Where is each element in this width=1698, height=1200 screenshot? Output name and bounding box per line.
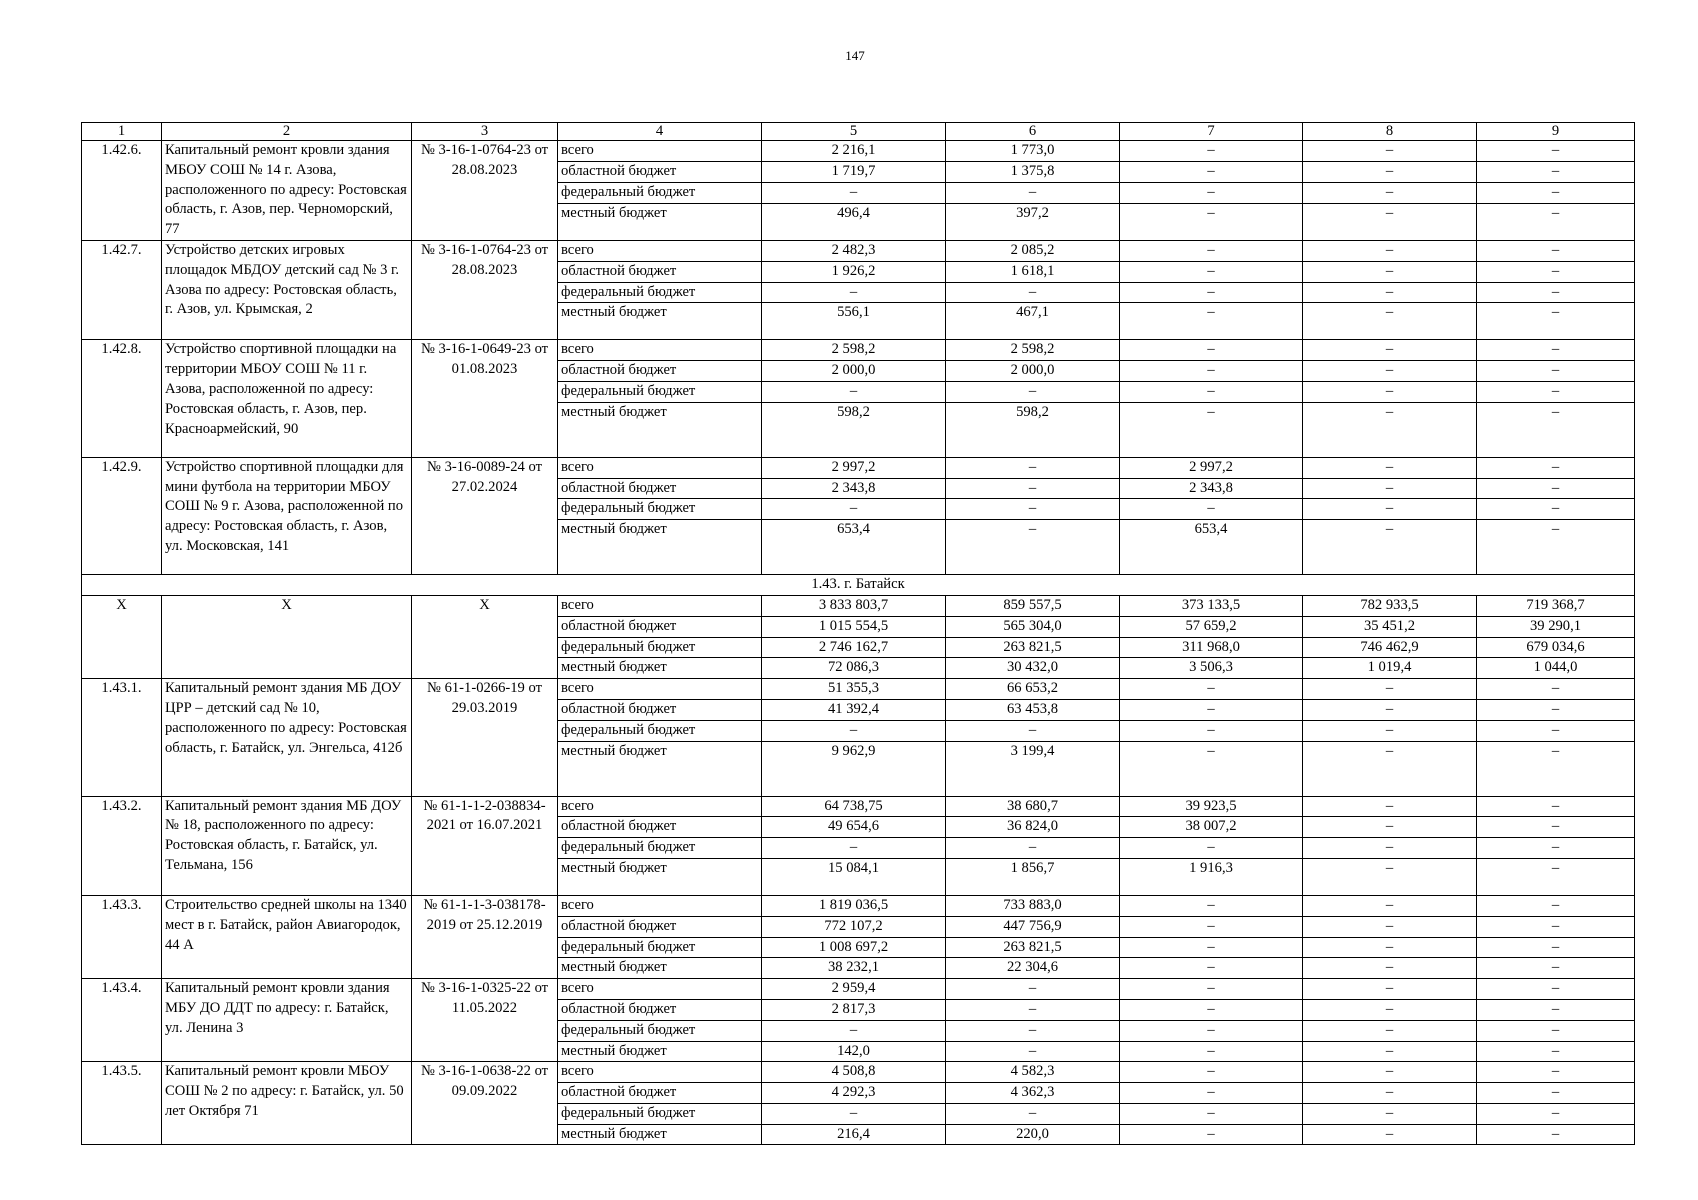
funding-source: всего [558,340,762,361]
amount-cell: – [1477,499,1635,520]
amount-cell: – [1303,361,1477,382]
amount-cell: – [1120,999,1303,1020]
amount-cell: 2 997,2 [762,457,946,478]
item-number: 1.42.7. [82,240,162,339]
amount-cell: – [1477,1020,1635,1041]
amount-cell: 216,4 [762,1124,946,1145]
amount-cell: – [1477,162,1635,183]
amount-cell: 496,4 [762,204,946,241]
section-title-row [82,575,1635,596]
amount-cell: – [1303,838,1477,859]
funding-source: местный бюджет [558,658,762,679]
amount-cell: – [1303,261,1477,282]
column-header: 6 [946,123,1120,141]
item-number: 1.43.4. [82,979,162,1062]
funding-source: местный бюджет [558,402,762,457]
item-number: 1.42.8. [82,340,162,457]
amount-cell: – [762,381,946,402]
amount-cell: – [1477,240,1635,261]
amount-cell: – [1477,381,1635,402]
amount-cell: – [946,457,1120,478]
amount-cell: – [1477,979,1635,1000]
amount-cell: – [1477,720,1635,741]
amount-cell: – [1120,183,1303,204]
amount-cell: – [1120,1020,1303,1041]
amount-cell: 4 292,3 [762,1083,946,1104]
amount-cell: 36 824,0 [946,817,1120,838]
amount-cell: – [1477,741,1635,796]
amount-cell: – [1303,1083,1477,1104]
amount-cell: – [1120,282,1303,303]
amount-cell: – [1477,1062,1635,1083]
amount-cell: 4 508,8 [762,1062,946,1083]
amount-cell: – [762,720,946,741]
amount-cell: – [1303,1041,1477,1062]
amount-cell: – [1120,141,1303,162]
amount-cell: – [1120,699,1303,720]
amount-cell: – [946,1020,1120,1041]
funding-source: федеральный бюджет [558,499,762,520]
amount-cell: 733 883,0 [946,895,1120,916]
funding-source: всего [558,1062,762,1083]
amount-cell: 72 086,3 [762,658,946,679]
item-description: Капитальный ремонт здания МБ ДОУ № 18, расположенного по адресу: Ростовская область, г. Батайск, ул. Тельмана, 156 [162,796,412,895]
amount-cell: – [1477,457,1635,478]
amount-cell: – [946,720,1120,741]
amount-cell: – [1477,361,1635,382]
funding-source: федеральный бюджет [558,381,762,402]
amount-cell: 66 653,2 [946,679,1120,700]
amount-cell: 2 598,2 [946,340,1120,361]
amount-cell: 2 343,8 [1120,478,1303,499]
amount-cell: 1 819 036,5 [762,895,946,916]
amount-cell: – [1477,796,1635,817]
amount-cell: 39 923,5 [1120,796,1303,817]
amount-cell: 9 962,9 [762,741,946,796]
amount-cell: – [1120,1062,1303,1083]
amount-cell: – [1477,817,1635,838]
amount-cell: – [1120,303,1303,340]
column-header: 8 [1303,123,1477,141]
amount-cell: – [762,499,946,520]
amount-cell: – [1120,381,1303,402]
amount-cell: 64 738,75 [762,796,946,817]
amount-cell: 38 007,2 [1120,817,1303,838]
amount-cell: 1 008 697,2 [762,937,946,958]
table-row [82,895,1635,916]
amount-cell: 22 304,6 [946,958,1120,979]
amount-cell: – [1303,204,1477,241]
amount-cell: 63 453,8 [946,699,1120,720]
amount-cell: – [1303,699,1477,720]
amount-cell: – [1303,303,1477,340]
amount-cell: 2 817,3 [762,999,946,1020]
funding-source: местный бюджет [558,303,762,340]
amount-cell: 467,1 [946,303,1120,340]
table-row [82,595,1635,616]
amount-cell: 2 959,4 [762,979,946,1000]
amount-cell: – [946,520,1120,575]
amount-cell: – [1303,979,1477,1000]
amount-cell: – [1120,1083,1303,1104]
column-header: 5 [762,123,946,141]
amount-cell: – [1477,916,1635,937]
amount-cell: 397,2 [946,204,1120,241]
funding-source: областной бюджет [558,1083,762,1104]
amount-cell: – [1303,478,1477,499]
amount-cell: – [1120,162,1303,183]
amount-cell: 35 451,2 [1303,616,1477,637]
amount-cell: – [1303,895,1477,916]
amount-cell: 598,2 [946,402,1120,457]
amount-cell: 49 654,6 [762,817,946,838]
funding-source: областной бюджет [558,361,762,382]
amount-cell: – [1303,1103,1477,1124]
amount-cell: – [1120,741,1303,796]
amount-cell: – [946,979,1120,1000]
amount-cell: 679 034,6 [1477,637,1635,658]
amount-cell: – [946,381,1120,402]
amount-cell: – [1120,916,1303,937]
amount-cell: 39 290,1 [1477,616,1635,637]
funding-source: федеральный бюджет [558,282,762,303]
item-number: 1.43.3. [82,895,162,978]
amount-cell: – [1303,162,1477,183]
amount-cell: 2 000,0 [762,361,946,382]
funding-source: местный бюджет [558,1124,762,1145]
amount-cell: – [1477,679,1635,700]
item-number: 1.43.5. [82,1062,162,1145]
amount-cell: 38 232,1 [762,958,946,979]
amount-cell: – [762,1020,946,1041]
amount-cell: 1 719,7 [762,162,946,183]
item-document: № 3-16-1-0638-22 от 09.09.2022 [412,1062,558,1145]
amount-cell: 2 000,0 [946,361,1120,382]
amount-cell: – [762,282,946,303]
amount-cell: 1 375,8 [946,162,1120,183]
funding-source: федеральный бюджет [558,720,762,741]
amount-cell: 556,1 [762,303,946,340]
amount-cell: – [946,999,1120,1020]
funding-source: федеральный бюджет [558,1103,762,1124]
funding-source: местный бюджет [558,858,762,895]
amount-cell: – [1477,999,1635,1020]
amount-cell: – [946,1103,1120,1124]
amount-cell: 41 392,4 [762,699,946,720]
amount-cell: 15 084,1 [762,858,946,895]
item-document: № 3-16-1-0764-23 от 28.08.2023 [412,240,558,339]
table-row [82,1062,1635,1083]
item-document: № 3-16-0089-24 от 27.02.2024 [412,457,558,574]
amount-cell: – [762,183,946,204]
amount-cell: 719 368,7 [1477,595,1635,616]
amount-cell: 373 133,5 [1120,595,1303,616]
amount-cell: 2 746 162,7 [762,637,946,658]
amount-cell: – [1303,1020,1477,1041]
item-description: Капитальный ремонт здания МБ ДОУ ЦРР – детский сад № 10, расположенного по адресу: Ростовская область, г. Батайск, ул. Энгельса, 412б [162,679,412,796]
table-row [82,141,1635,162]
amount-cell: 565 304,0 [946,616,1120,637]
amount-cell: – [1120,895,1303,916]
amount-cell: – [1303,999,1477,1020]
item-document: № 61-1-1-3-038178-2019 от 25.12.2019 [412,895,558,978]
funding-source: всего [558,796,762,817]
amount-cell: – [1120,240,1303,261]
amount-cell: – [1303,340,1477,361]
amount-cell: 1 856,7 [946,858,1120,895]
amount-cell: 598,2 [762,402,946,457]
funding-source: областной бюджет [558,916,762,937]
column-header: 9 [1477,123,1635,141]
item-description: Устройство детских игровых площадок МБДОУ детский сад № 3 г. Азова по адресу: Ростовская область, г. Азов, ул. Крымская, 2 [162,240,412,339]
amount-cell: 311 968,0 [1120,637,1303,658]
amount-cell: 142,0 [762,1041,946,1062]
funding-source: областной бюджет [558,261,762,282]
item-description: Капитальный ремонт кровли здания МБУ ДО ДДТ по адресу: г. Батайск, ул. Ленина 3 [162,979,412,1062]
funding-source: местный бюджет [558,741,762,796]
amount-cell: – [1303,240,1477,261]
amount-cell: – [1120,204,1303,241]
budget-table-wrapper [81,122,1635,1145]
amount-cell: 1 618,1 [946,261,1120,282]
funding-source: федеральный бюджет [558,183,762,204]
amount-cell: 38 680,7 [946,796,1120,817]
amount-cell: – [946,282,1120,303]
amount-cell: 57 659,2 [1120,616,1303,637]
amount-cell: 263 821,5 [946,937,1120,958]
amount-cell: – [1477,1083,1635,1104]
amount-cell: – [762,1103,946,1124]
amount-cell: – [946,838,1120,859]
section-bataysk-rows [82,595,1635,1145]
column-header: 1 [82,123,162,141]
funding-source: всего [558,240,762,261]
amount-cell: – [946,499,1120,520]
item-number: Х [82,595,162,678]
item-document: Х [412,595,558,678]
item-description: Х [162,595,412,678]
amount-cell: – [1303,282,1477,303]
amount-cell: – [1120,979,1303,1000]
item-number: 1.43.2. [82,796,162,895]
item-document: № 3-16-1-0764-23 от 28.08.2023 [412,141,558,241]
amount-cell: – [1303,679,1477,700]
funding-source: областной бюджет [558,478,762,499]
amount-cell: – [1120,679,1303,700]
amount-cell: 51 355,3 [762,679,946,700]
section-title: 1.43. г. Батайск [82,575,1635,596]
funding-source: всего [558,979,762,1000]
funding-source: областной бюджет [558,817,762,838]
amount-cell: – [1477,858,1635,895]
amount-cell: 263 821,5 [946,637,1120,658]
amount-cell: 2 997,2 [1120,457,1303,478]
amount-cell: – [1120,720,1303,741]
amount-cell: 2 216,1 [762,141,946,162]
item-document: № 61-1-1-2-038834-2021 от 16.07.2021 [412,796,558,895]
amount-cell: – [1303,741,1477,796]
table-row [82,457,1635,478]
funding-source: всего [558,595,762,616]
amount-cell: 220,0 [946,1124,1120,1145]
column-header: 7 [1120,123,1303,141]
amount-cell: 1 015 554,5 [762,616,946,637]
amount-cell: – [1303,402,1477,457]
funding-source: местный бюджет [558,1041,762,1062]
amount-cell: – [1303,720,1477,741]
amount-cell: – [1120,1103,1303,1124]
amount-cell: 772 107,2 [762,916,946,937]
amount-cell: – [1477,895,1635,916]
item-description: Устройство спортивной площадки для мини футбола на территории МБОУ СОШ № 9 г. Азова, расположенной по адресу: Ростовская область, г. Азов, ул. Московская, 141 [162,457,412,574]
amount-cell: – [1303,141,1477,162]
funding-source: областной бюджет [558,699,762,720]
amount-cell: – [1303,183,1477,204]
amount-cell: – [1303,1062,1477,1083]
funding-source: федеральный бюджет [558,838,762,859]
amount-cell: – [1120,838,1303,859]
amount-cell: – [1477,937,1635,958]
column-header: 3 [412,123,558,141]
amount-cell: – [1120,402,1303,457]
amount-cell: – [1303,457,1477,478]
table-row [82,340,1635,361]
item-description: Устройство спортивной площадки на территории МБОУ СОШ № 11 г. Азова, расположенной по адресу: Ростовская область, г. Азов, пер. Красноармейский, 90 [162,340,412,457]
amount-cell: – [1477,1041,1635,1062]
amount-cell: 746 462,9 [1303,637,1477,658]
item-document: № 3-16-1-0325-22 от 11.05.2022 [412,979,558,1062]
amount-cell: – [1477,838,1635,859]
funding-source: всего [558,457,762,478]
item-document: № 61-1-0266-19 от 29.03.2019 [412,679,558,796]
funding-source: всего [558,895,762,916]
amount-cell: – [1477,204,1635,241]
amount-cell: – [1303,858,1477,895]
funding-source: местный бюджет [558,204,762,241]
table-row [82,679,1635,700]
header-row [82,123,1635,141]
amount-cell: – [1120,1041,1303,1062]
amount-cell: – [1303,916,1477,937]
amount-cell: – [762,838,946,859]
funding-source: местный бюджет [558,958,762,979]
amount-cell: – [1477,699,1635,720]
amount-cell: 2 598,2 [762,340,946,361]
funding-source: федеральный бюджет [558,937,762,958]
item-number: 1.42.9. [82,457,162,574]
table-row [82,240,1635,261]
item-number: 1.42.6. [82,141,162,241]
amount-cell: 3 199,4 [946,741,1120,796]
funding-source: федеральный бюджет [558,1020,762,1041]
amount-cell: – [1477,1124,1635,1145]
amount-cell: – [1303,796,1477,817]
funding-source: областной бюджет [558,162,762,183]
funding-source: местный бюджет [558,520,762,575]
amount-cell: – [1477,478,1635,499]
budget-table [81,122,1635,1145]
amount-cell: – [1477,402,1635,457]
amount-cell: 447 756,9 [946,916,1120,937]
amount-cell: – [1477,958,1635,979]
item-document: № 3-16-1-0649-23 от 01.08.2023 [412,340,558,457]
table-row [82,979,1635,1000]
amount-cell: – [1303,499,1477,520]
amount-cell: – [1120,1124,1303,1145]
item-description: Капитальный ремонт кровли МБОУ СОШ № 2 по адресу: г. Батайск, ул. 50 лет Октября 71 [162,1062,412,1145]
funding-source: областной бюджет [558,616,762,637]
amount-cell: 4 582,3 [946,1062,1120,1083]
item-description: Капитальный ремонт кровли здания МБОУ СОШ № 14 г. Азова, расположенного по адресу: Ростовская область, г. Азов, пер. Черноморский, 77 [162,141,412,241]
amount-cell: – [1120,937,1303,958]
amount-cell: 2 085,2 [946,240,1120,261]
amount-cell: – [1303,958,1477,979]
amount-cell: – [946,183,1120,204]
amount-cell: 1 926,2 [762,261,946,282]
amount-cell: – [946,478,1120,499]
amount-cell: – [1477,261,1635,282]
funding-source: федеральный бюджет [558,637,762,658]
amount-cell: – [1120,361,1303,382]
amount-cell: 1 916,3 [1120,858,1303,895]
amount-cell: – [1303,937,1477,958]
amount-cell: – [1477,282,1635,303]
column-header: 4 [558,123,762,141]
amount-cell: 782 933,5 [1303,595,1477,616]
amount-cell: 30 432,0 [946,658,1120,679]
amount-cell: – [946,1041,1120,1062]
amount-cell: – [1477,141,1635,162]
amount-cell: – [1303,520,1477,575]
amount-cell: 3 833 803,7 [762,595,946,616]
funding-source: областной бюджет [558,999,762,1020]
funding-source: всего [558,679,762,700]
amount-cell: – [1303,381,1477,402]
column-header: 2 [162,123,412,141]
amount-cell: 1 044,0 [1477,658,1635,679]
table-row [82,796,1635,817]
amount-cell: – [1120,958,1303,979]
amount-cell: – [1120,261,1303,282]
amount-cell: – [1477,1103,1635,1124]
amount-cell: – [1477,303,1635,340]
amount-cell: – [1477,520,1635,575]
item-number: 1.43.1. [82,679,162,796]
amount-cell: 4 362,3 [946,1083,1120,1104]
amount-cell: 2 343,8 [762,478,946,499]
amount-cell: – [1120,499,1303,520]
amount-cell: – [1303,1124,1477,1145]
amount-cell: – [1303,817,1477,838]
amount-cell: 1 773,0 [946,141,1120,162]
amount-cell: 2 482,3 [762,240,946,261]
funding-source: всего [558,141,762,162]
page-number: 147 [845,48,865,63]
amount-cell: – [1120,340,1303,361]
amount-cell: – [1477,340,1635,361]
amount-cell: 859 557,5 [946,595,1120,616]
amount-cell: 3 506,3 [1120,658,1303,679]
amount-cell: 1 019,4 [1303,658,1477,679]
section-azov-rows [82,141,1635,575]
item-description: Строительство средней школы на 1340 мест в г. Батайск, район Авиагородок, 44 А [162,895,412,978]
amount-cell: – [1477,183,1635,204]
amount-cell: 653,4 [762,520,946,575]
amount-cell: 653,4 [1120,520,1303,575]
